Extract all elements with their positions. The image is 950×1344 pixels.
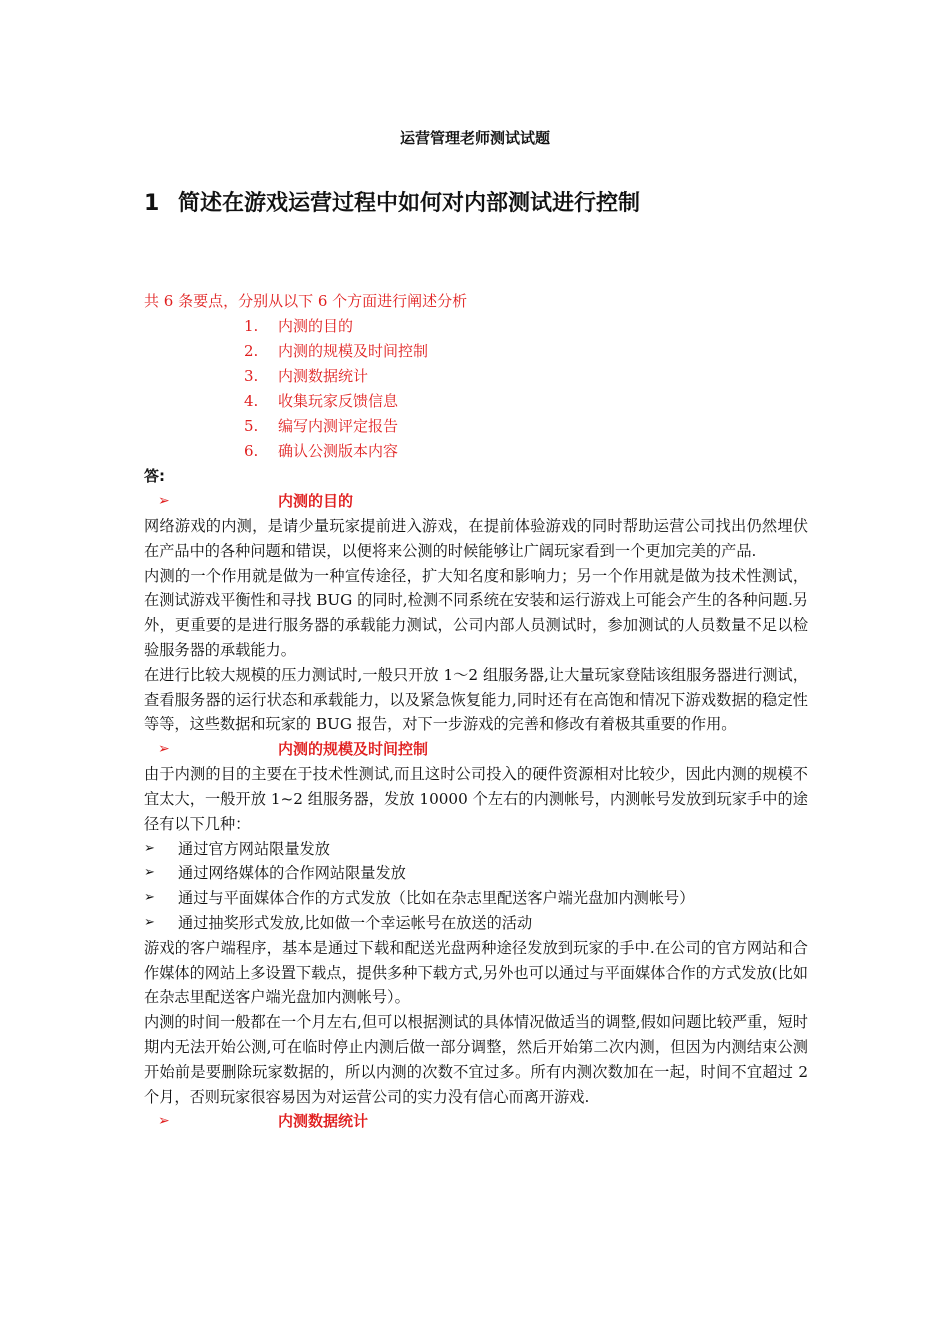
list-item (144, 886, 808, 911)
outline-text: 内测的规模及时间控制 (278, 342, 429, 360)
outline-number: 3. (244, 367, 259, 385)
outline-text: 内测数据统计 (278, 367, 369, 385)
list-item-text: 通过抽奖形式发放,比如做一个幸运帐号在放送的活动 (178, 913, 533, 932)
outline-text: 内测的目的 (278, 317, 354, 335)
arrow-bullet-icon: ➢ (144, 914, 155, 930)
list-item (144, 861, 808, 886)
answer-label: 答: (144, 467, 165, 485)
outline-item (0, 389, 950, 414)
outline-number: 6. (244, 442, 259, 460)
arrow-bullet-icon: ➢ (158, 1113, 170, 1130)
outline-number: 4. (244, 392, 259, 410)
arrow-bullet-icon: ➢ (144, 840, 155, 856)
list-item (144, 911, 808, 936)
list-item-text: 通过官方网站限量发放 (178, 839, 330, 858)
arrow-bullet-icon: ➢ (158, 493, 170, 509)
outline-text: 编写内测评定报告 (278, 417, 399, 435)
arrow-bullet-icon: ➢ (158, 741, 170, 758)
section-heading (144, 489, 808, 514)
outline-text: 收集玩家反馈信息 (278, 392, 399, 410)
outline-item (0, 414, 950, 439)
outline-number: 5. (244, 417, 259, 435)
outline-number: 1. (244, 317, 259, 335)
list-item-text: 通过与平面媒体合作的方式发放（比如在杂志里配送客户端光盘加内测帐号） (178, 889, 695, 908)
outline-item (0, 439, 950, 464)
outline-number: 2. (244, 342, 259, 360)
paragraph: 内测的一个作用就是做为一种宣传途径，扩大知名度和影响力；另一个作用就是做为技术性测试，在测试游戏平衡性和寻找 BUG 的同时,检测不同系统在安装和运行游戏上可能会产生的各种问题.另外，更重要的是进行服务器的承载能力测试，公司内部人员测试时，参加测试的人员数量不足以检验服务器的承载能力。 (144, 566, 808, 659)
document-title: 运营管理老师测试试题 (399, 129, 550, 147)
section-title: 内测的目的 (278, 492, 354, 510)
list-item (144, 837, 808, 862)
intro-text: 共 6 条要点，分别从以下 6 个方面进行阐述分析 (144, 292, 468, 310)
paragraph: 在进行比较大规模的压力测试时,一般只开放 1～2 组服务器,让大量玩家登陆该组服务器进行测试，查看服务器的运行状态和承载能力，以及紧急恢复能力,同时还有在高饱和情况下游戏数据的稳定性等等，这些数据和玩家的 BUG 报告，对下一步游戏的完善和修改有着极其重要的作用。 (144, 665, 808, 734)
section-heading (144, 737, 808, 762)
outline-item (0, 364, 950, 389)
question-number: 1 (144, 191, 160, 216)
paragraph: 由于内测的目的主要在于技术性测试,而且这时公司投入的硬件资源相对比较少，因此内测的规模不宜太大，一般开放 1~2 组服务器，发放 10000 个左右的内测帐号，内测帐号发放到玩家手中的途径有以下几种： (144, 765, 808, 833)
outline-item (0, 339, 950, 364)
outline-list (0, 314, 950, 464)
outline-item (0, 314, 950, 339)
outline-text: 确认公测版本内容 (278, 442, 399, 460)
arrow-bullet-icon: ➢ (144, 865, 155, 881)
section-title: 内测的规模及时间控制 (278, 740, 429, 759)
list-item-text: 通过网络媒体的合作网站限量发放 (178, 864, 406, 883)
paragraph: 网络游戏的内测，是请少量玩家提前进入游戏，在提前体验游戏的同时帮助运营公司找出仍然埋伏在产品中的各种问题和错误，以便将来公测的时候能够让广阔玩家看到一个更加完美的产品. (144, 517, 808, 560)
section-heading (144, 1109, 808, 1134)
question-text: 简述在游戏运营过程中如何对内部测试进行控制 (178, 191, 641, 216)
question-heading (144, 186, 640, 217)
paragraph: 内测的时间一般都在一个月左右,但可以根据测试的具体情况做适当的调整,假如问题比较严重，短时期内无法开始公测,可在临时停止内测后做一部分调整，然后开始第二次内测，但因为内测结束公测开始前是要删除玩家数据的，所以内测的次数不宜过多。所有内测次数加在一起，时间不宜超过 2 个月，否则玩家很容易因为对运营公司的实力没有信心而离开游戏. (144, 1013, 808, 1106)
paragraph: 游戏的客户端程序，基本是通过下载和配送光盘两种途径发放到玩家的手中.在公司的官方网站和合作媒体的网站上多设置下载点，提供多种下载方式,另外也可以通过与平面媒体合作的方式发放(比如在杂志里配送客户端光盘加内测帐号）。 (144, 938, 808, 1007)
answer-body (144, 489, 808, 1134)
section-title: 内测数据统计 (278, 1112, 369, 1131)
arrow-bullet-icon: ➢ (144, 890, 155, 906)
